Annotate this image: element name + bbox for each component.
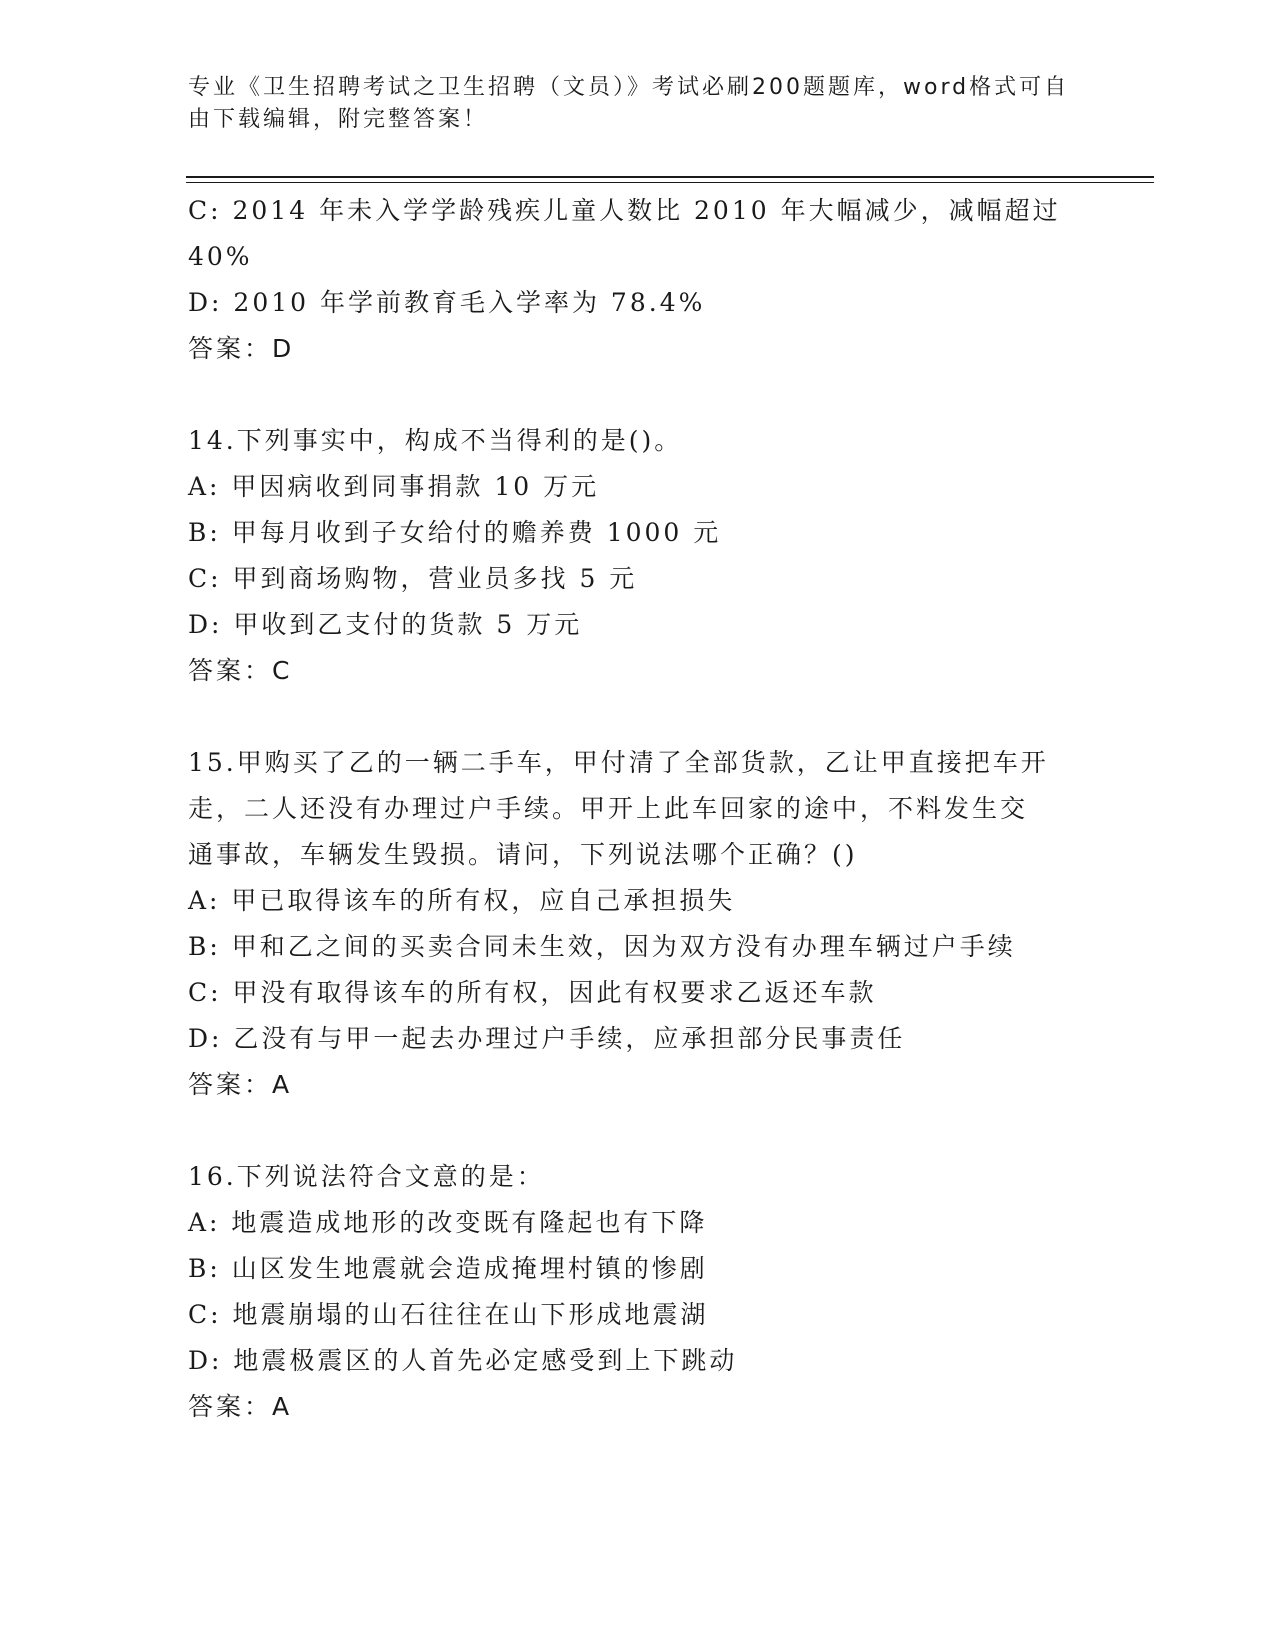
answer: 答案：C — [188, 656, 293, 685]
option-c: C: 甲到商场购物，营业员多找 5 元 — [188, 564, 638, 593]
answer: 答案：A — [188, 1392, 293, 1421]
option-d: D: 2010 年学前教育毛入学率为 78.4% — [188, 288, 706, 317]
option-a: A: 甲已取得该车的所有权，应自己承担损失 — [188, 886, 736, 915]
spacer — [188, 372, 1088, 418]
answer: 答案：A — [188, 1070, 293, 1099]
spacer — [188, 694, 1088, 740]
option-c: C: 甲没有取得该车的所有权，因此有权要求乙返还车款 — [188, 978, 877, 1007]
option-d: D: 乙没有与甲一起去办理过户手续，应承担部分民事责任 — [188, 1024, 906, 1053]
option-b: B: 山区发生地震就会造成掩埋村镇的惨剧 — [188, 1254, 708, 1283]
option-a: A: 甲因病收到同事捐款 10 万元 — [188, 472, 600, 501]
question-content — [188, 188, 1088, 1430]
option-b: B: 甲每月收到子女给付的赡养费 1000 元 — [188, 518, 722, 547]
option-d: D: 地震极震区的人首先必定感受到上下跳动 — [188, 1346, 738, 1375]
question-15 — [188, 740, 1088, 1108]
question-stem-line-2: 走，二人还没有办理过户手续。甲开上此车回家的途中，不料发生交 — [188, 794, 1029, 823]
question-stem-line-3: 通事故，车辆发生毁损。请问，下列说法哪个正确？() — [188, 840, 858, 869]
header-line-1: 专业《卫生招聘考试之卫生招聘（文员）》考试必刷200题题库，word格式可自 — [188, 75, 1070, 100]
option-a: A: 地震造成地形的改变既有隆起也有下降 — [188, 1208, 708, 1237]
question-13-tail — [188, 188, 1088, 372]
spacer — [188, 1108, 1088, 1154]
question-stem-line-1: 15.甲购买了乙的一辆二手车，甲付清了全部货款，乙让甲直接把车开 — [188, 748, 1049, 777]
question-stem: 16.下列说法符合文意的是： — [188, 1162, 545, 1191]
header-divider-thin — [186, 182, 1154, 183]
question-stem: 14.下列事实中，构成不当得利的是()。 — [188, 426, 683, 455]
option-c-line-1: C: 2014 年未入学学龄残疾儿童人数比 2010 年大幅减少，减幅超过 — [188, 196, 1061, 225]
option-c: C: 地震崩塌的山石往往在山下形成地震湖 — [188, 1300, 709, 1329]
option-d: D: 甲收到乙支付的货款 5 万元 — [188, 610, 583, 639]
page-header — [188, 72, 1088, 136]
answer: 答案：D — [188, 334, 295, 363]
option-b: B: 甲和乙之间的买卖合同未生效，因为双方没有办理车辆过户手续 — [188, 932, 1016, 961]
option-c-line-2: 40% — [188, 242, 253, 271]
header-divider-thick — [186, 176, 1154, 178]
question-14 — [188, 418, 1088, 694]
header-line-2: 由下载编辑，附完整答案！ — [188, 107, 489, 132]
question-16 — [188, 1154, 1088, 1430]
